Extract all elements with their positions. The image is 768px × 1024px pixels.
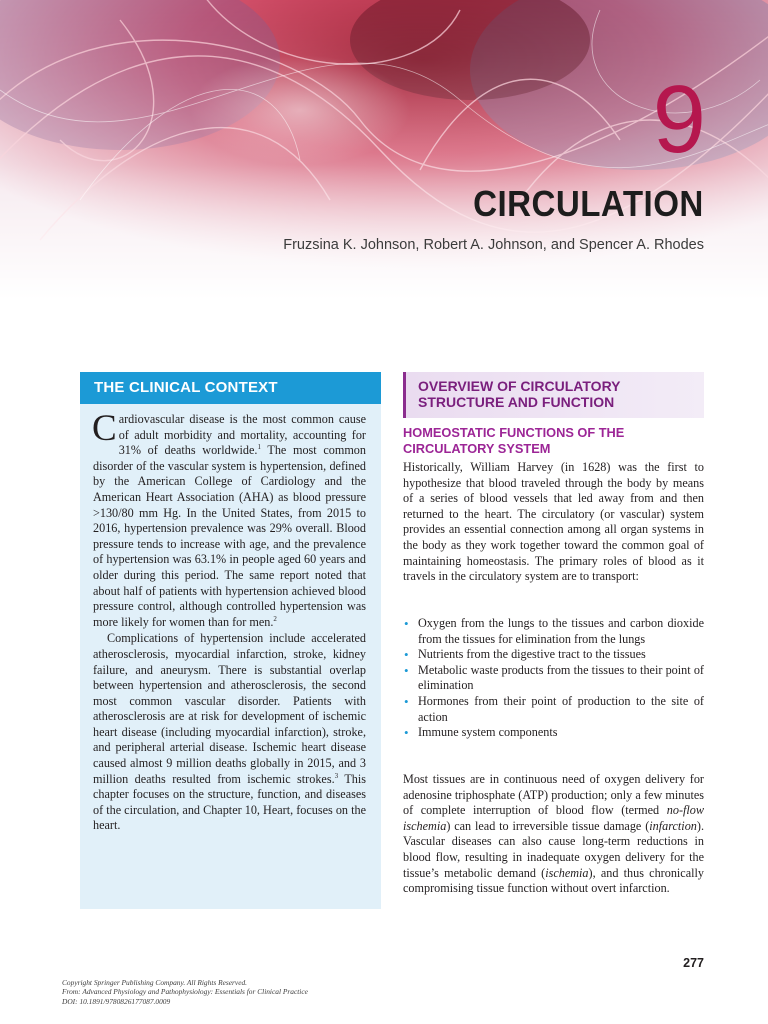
term-no-flow-ischemia: no-flow ischemia [403, 803, 704, 833]
clinical-p2-rest: This chapter focuses on the structure, function, and diseases of the circulation, and Chapter 10, Heart, focuses on the heart. [93, 771, 366, 833]
clinical-context-body [80, 404, 381, 834]
chapter-authors: Fruzsina K. Johnson, Robert A. Johnson, and Spencer A. Rhodes [283, 237, 704, 253]
overview-intro-text [403, 460, 704, 585]
list-item-text: Immune system components [418, 725, 558, 740]
ischemia-text-part: ) can lead to irreversible tissue damage ( [446, 818, 650, 833]
footer-source: From: Advanced Physiology and Pathophysiology: Essentials for Clinical Practice [62, 987, 308, 997]
clinical-context-heading: THE CLINICAL CONTEXT [80, 372, 381, 404]
bullet-icon: • [404, 662, 409, 678]
ischemia-text-part: ). Vascular diseases can also cause long-term reductions in blood flow, resulting in inadequate oxygen delivery for the tissue’s metabolic demand ( [403, 818, 704, 880]
clinical-context-box [80, 372, 381, 909]
list-item-text: Hormones from their point of production to the site of action [418, 693, 704, 724]
overview-section-header [403, 372, 704, 418]
copyright-footer [62, 978, 562, 1006]
chapter-number: 9 [652, 66, 704, 173]
clinical-paragraph-2 [93, 631, 366, 834]
ischemia-text [403, 772, 704, 897]
overview-intro-paragraph: Historically, William Harvey (in 1628) was the first to hypothesize that blood traveled through the body by means of a series of blood vessels that led away from and then returned to the heart. The circulatory (or vascular) system provides an essential connection among all organ systems in the body as they work together toward the common goal of maintaining homeostasis. The primary roles of blood as it travels in the circulatory system are to transport: [403, 460, 704, 584]
homeostatic-functions-heading: HOMEOSTATIC FUNCTIONS OF THE CIRCULATORY SYSTEM [403, 425, 625, 456]
term-ischemia: ischemia [545, 865, 589, 880]
reference-2: 2 [273, 614, 277, 623]
chapter-title: CIRCULATION [473, 183, 704, 224]
list-item [403, 663, 704, 694]
clinical-p1-lead: ardiovascular disease is the most common cause of adult morbidity and mortality, accounting for 31% of deaths worldwide. [118, 412, 366, 458]
footer-doi: DOI: 10.1891/9780826177087.0009 [62, 996, 171, 1006]
bullet-icon: • [404, 616, 409, 631]
reference-1: 1 [257, 443, 261, 452]
ischemia-text-part: ), and thus chronically compromising tissue function without overt infarction. [403, 865, 704, 896]
drop-cap: C [92, 408, 117, 449]
transport-roles-list [403, 616, 704, 741]
list-item [403, 647, 704, 663]
page-number: 277 [683, 956, 704, 970]
overview-heading: OVERVIEW OF CIRCULATORY STRUCTURE AND FUNCTION [418, 378, 621, 410]
clinical-p1-rest: The most common disorder of the vascular system is hypertension, defined by the American College of Cardiology and the American Heart Association (AHA) as blood pressure >130/80 mm Hg. In the United States, from 2015 to 2016, hypertension prevalence was 29% overall. Blood pressure tends to increase with age, and the prevalence of hypertension was 63.1% in people aged 60 years and older during this period. The same report noted that about half of patients with hypertension achieved blood pressure control, although controlled hypertension was more likely for women than for men. [93, 443, 366, 629]
clinical-paragraph-1 [92, 408, 366, 630]
bullet-icon: • [404, 725, 409, 741]
term-infarction: infarction [649, 818, 697, 833]
list-item [403, 616, 704, 647]
list-item-text: Oxygen from the lungs to the tissues and carbon dioxide from the tissues for elimination from the lungs [418, 616, 704, 646]
list-item-text: Nutrients from the digestive tract to the tissues [418, 647, 646, 662]
footer-copyright: Copyright Springer Publishing Company. All Rights Reserved. [62, 978, 248, 987]
list-item [403, 694, 704, 725]
list-item-text: Metabolic waste products from the tissues to their point of elimination [418, 662, 704, 693]
ischemia-paragraph [403, 772, 704, 897]
list-item [403, 725, 704, 741]
bullet-icon: • [404, 693, 409, 709]
reference-3: 3 [334, 771, 339, 780]
bullet-icon: • [404, 647, 409, 663]
ischemia-text-part: Most tissues are in continuous need of oxygen delivery for adenosine triphosphate (ATP) production; only a few minutes of complete interruption of blood flow (termed [403, 772, 704, 818]
clinical-p2-lead: Complications of hypertension include accelerated atherosclerosis, myocardial infarction, stroke, kidney failure, and aneurysm. There is substantial overlap between hypertension and atherosclerosis, the second most common vascular disorder. Patients with atherosclerosis are at risk for development of ischemic heart disease (including myocardial infarction), stroke, and peripheral arterial disease. Ischemic heart disease caused almost 9 million deaths globally in 2015, and 3 million deaths resulted from ischemic strokes. [93, 631, 366, 786]
